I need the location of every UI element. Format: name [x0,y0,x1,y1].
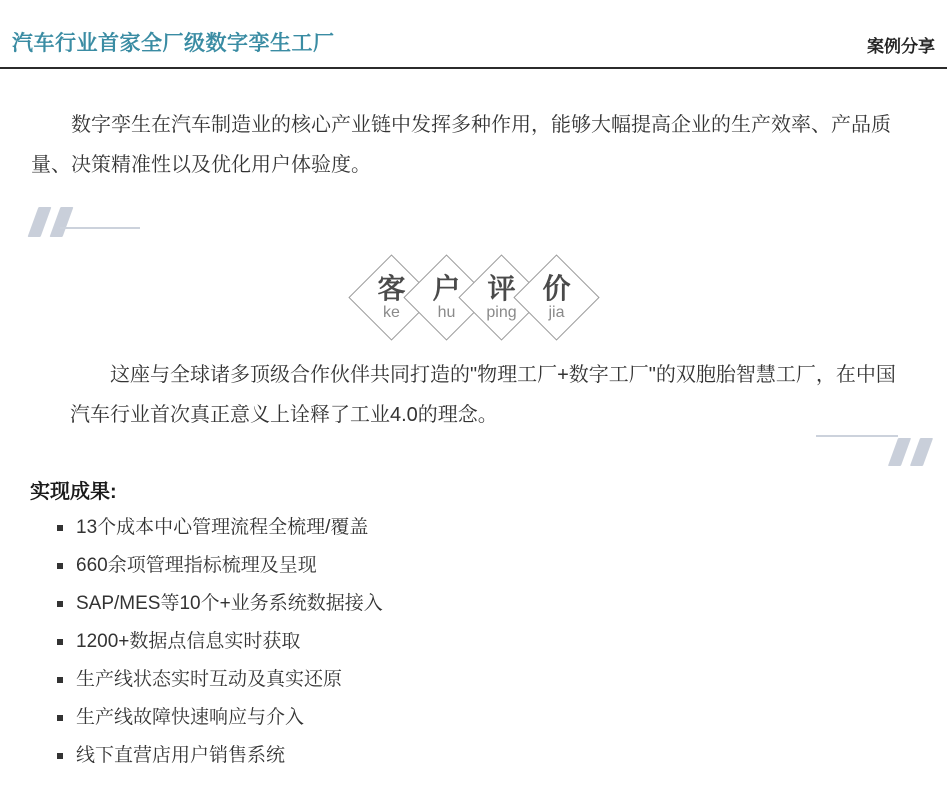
case-share-badge: 案例分享 [867,37,935,56]
results-list [57,517,947,767]
list-item: 线下直营店用户销售系统 [57,745,947,767]
intro-paragraph: 数字孪生在汽车制造业的核心产业链中发挥多种作用，能够大幅提高企业的生产效率、产品质量、决策精准性以及优化用户体验度。 [31,114,891,176]
diamond-pinyin: ping [485,303,517,320]
diamond-jia [513,254,599,340]
customer-quote-paragraph: 这座与全球诸多顶级合作伙伴共同打造的"物理工厂+数字工厂"的双胞胎智慧工厂，在中国汽车行业首次真正意义上诠释了工业4.0的理念。 [70,364,896,426]
quote-open-bar-2 [50,207,74,237]
page-header [0,0,947,69]
quote-close-icon [0,435,930,465]
diamond-char: 评 [486,272,515,303]
quote-close-bar-1 [888,438,911,466]
diamond-pinyin: ke [382,303,400,320]
quote-open-icon [30,207,947,237]
list-item: 1200+数据点信息实时获取 [57,631,947,653]
list-item: 生产线故障快速响应与介入 [57,707,947,729]
list-item: SAP/MES等10个+业务系统数据接入 [57,593,947,615]
page-title: 汽车行业首家全厂级数字孪生工厂 [12,32,335,55]
diamond-pinyin: hu [437,303,455,320]
diamond-char: 价 [541,272,570,303]
quote-open-bar-1 [28,207,52,237]
diamond-jia-content [527,268,586,327]
quote-close-bar-2 [910,438,933,466]
diamond-char: 客 [376,272,405,303]
quote-close-line [816,435,898,437]
quote-open-line [60,227,140,229]
customer-review-diamonds [0,253,947,341]
list-item: 660余项管理指标梳理及呈现 [57,555,947,577]
list-item: 生产线状态实时互动及真实还原 [57,669,947,691]
diamond-pinyin: jia [547,303,564,320]
results-heading: 实现成果: [30,481,117,503]
diamond-char: 户 [431,272,460,303]
list-item: 13个成本中心管理流程全梳理/覆盖 [57,517,947,539]
